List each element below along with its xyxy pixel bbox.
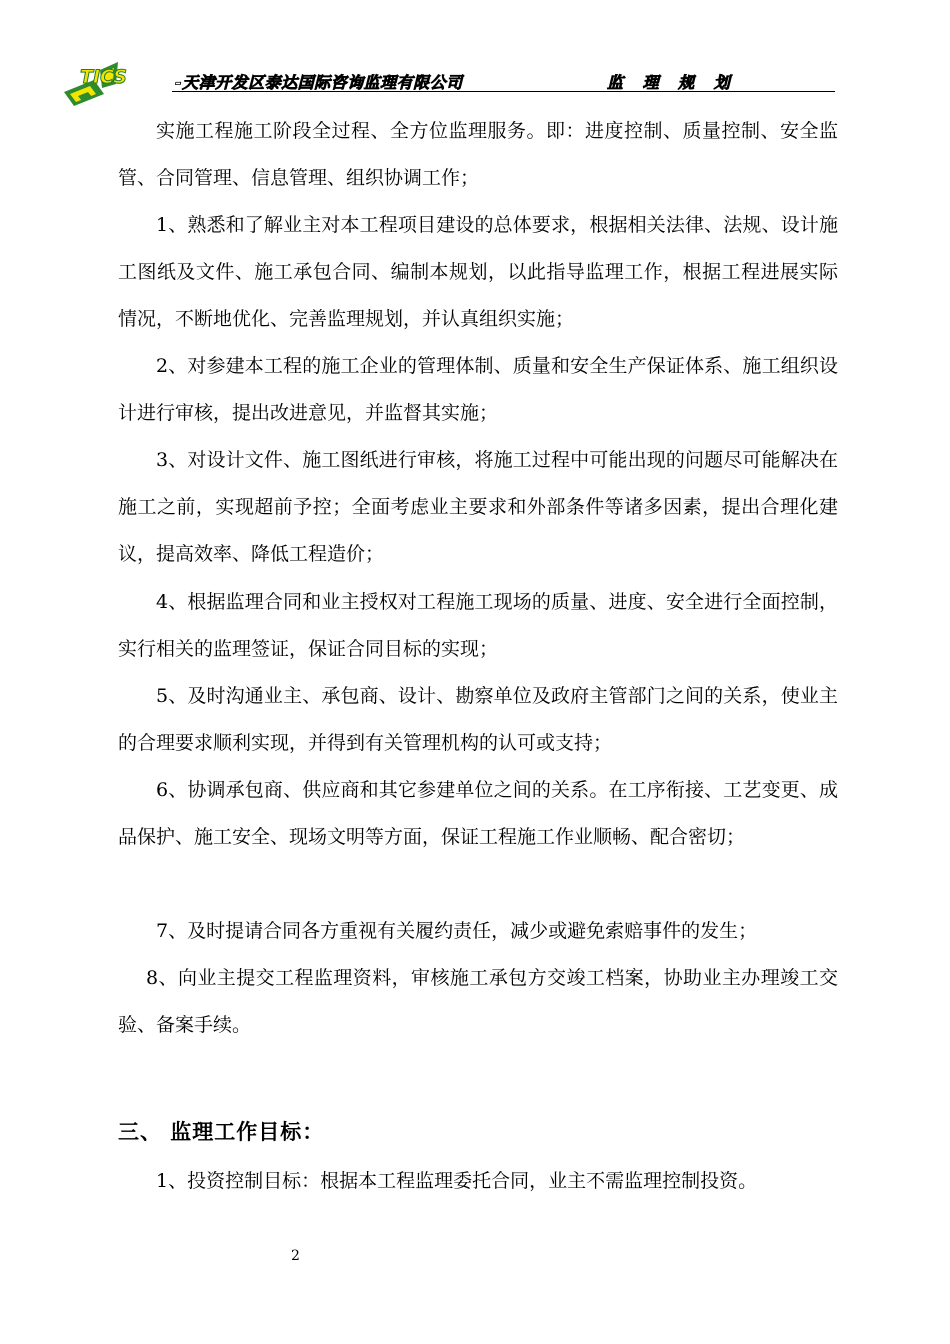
header-divider bbox=[172, 91, 835, 92]
item-6-paragraph: 6、协调承包商、供应商和其它参建单位之间的关系。在工序衔接、工艺变更、成品保护、施工安全、现场文明等方面，保证工程施工作业顺畅、配合密切； bbox=[118, 779, 838, 848]
intro-paragraph: 实施工程施工阶段全过程、全方位监理服务。即：进度控制、质量控制、安全监管、合同管理、信息管理、组织协调工作； bbox=[118, 120, 838, 189]
company-name: -天津开发区泰达国际咨询监理有限公司 bbox=[175, 73, 463, 92]
item-3-paragraph: 3、对设计文件、施工图纸进行审核，将施工过程中可能出现的问题尽可能解决在施工之前，实现超前予控；全面考虑业主要求和外部条件等诸多因素，提出合理化建议，提高效率、降低工程造价； bbox=[118, 449, 838, 565]
page-header bbox=[60, 58, 835, 108]
item-2-paragraph: 2、对参建本工程的施工企业的管理体制、质量和安全生产保证体系、施工组织设计进行审核，提出改进意见，并监督其实施； bbox=[118, 355, 838, 424]
logo-text: TICS bbox=[80, 66, 127, 88]
section-heading: 三、 监理工作目标： bbox=[118, 1120, 325, 1144]
item-7-paragraph: 7、及时提请合同各方重视有关履约责任，减少或避免索赔事件的发生； bbox=[156, 920, 758, 942]
item-8-paragraph: 8、向业主提交工程监理资料，审核施工承包方交竣工档案，协助业主办理竣工交验、备案手续。 bbox=[118, 967, 838, 1036]
item-5-paragraph: 5、及时沟通业主、承包商、设计、勘察单位及政府主管部门之间的关系，使业主的合理要求顺利实现，并得到有关管理机构的认可或支持； bbox=[118, 685, 838, 754]
document-title: 监 理 规 划 bbox=[607, 73, 737, 92]
item-4-paragraph: 4、根据监理合同和业主授权对工程施工现场的质量、进度、安全进行全面控制，实行相关的监理签证，保证合同目标的实现； bbox=[118, 591, 838, 660]
section-item-1: 1、投资控制目标：根据本工程监理委托合同，业主不需监理控制投资。 bbox=[156, 1170, 758, 1192]
page-number: 2 bbox=[291, 1248, 300, 1264]
item-1-paragraph: 1、熟悉和了解业主对本工程项目建设的总体要求，根据相关法律、法规、设计施工图纸及文件、施工承包合同、编制本规划，以此指导监理工作，根据工程进展实际情况，不断地优化、完善监理规划，并认真组织实施； bbox=[118, 214, 838, 330]
company-logo bbox=[60, 58, 132, 108]
